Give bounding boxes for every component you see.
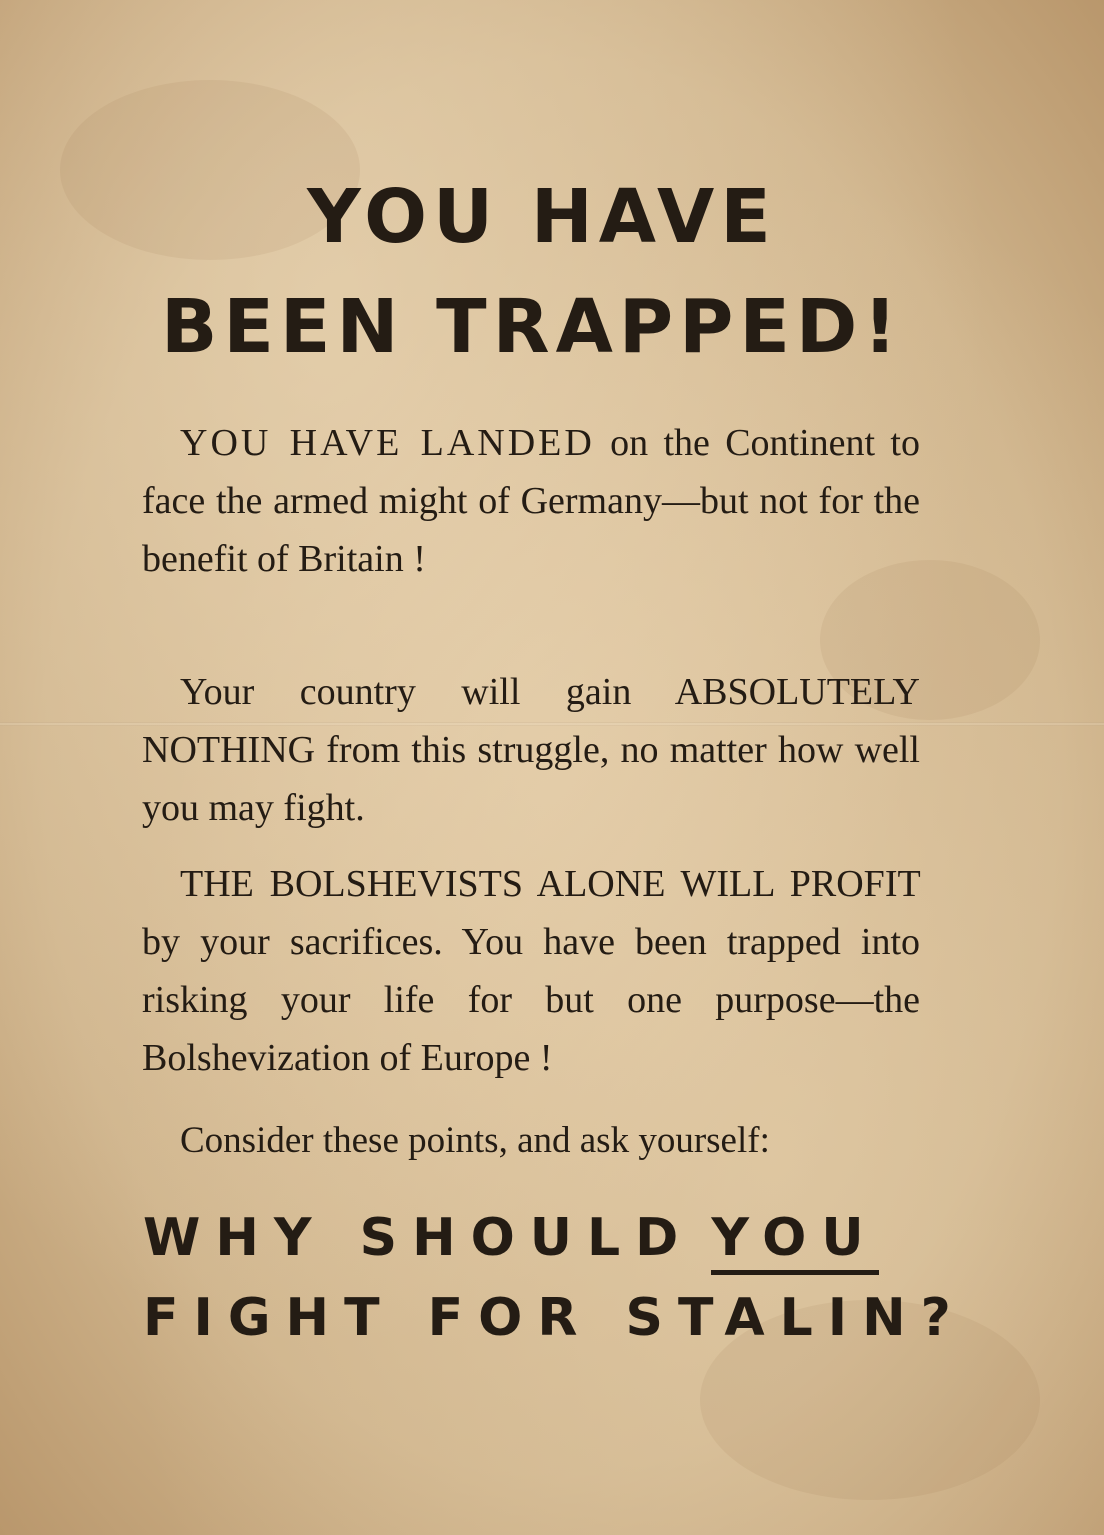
paragraph-bolshevists (142, 855, 920, 1087)
paragraph-gain-nothing (142, 663, 920, 837)
closing-line-1 (143, 1208, 933, 1275)
paragraph-landed (142, 414, 920, 588)
paragraph-lead: Your country will gain (180, 671, 675, 713)
paragraph-text: on the Continent to face the armed might of Germany—but not for the benefit of Britain ! (142, 422, 920, 580)
paragraph-emphasis: ABSOLUTELY NOTHING (142, 671, 920, 771)
headline-line-2: BEEN TRAPPED! (160, 284, 904, 370)
closing-line-2: FIGHT FOR STALIN? (143, 1288, 966, 1348)
paragraph-lead: THE BOLSHEVISTS ALONE WILL PROFIT (180, 863, 920, 905)
closing-prefix: WHY SHOULD (143, 1208, 694, 1268)
paragraph-text: from this struggle, no matter how well you may fight. (142, 729, 920, 829)
paragraph-text: by your sacrifices. You have been trapped into risking your life for but one purpose—the Bolshevization of Europe ! (142, 921, 920, 1079)
paragraph-lead: YOU HAVE LANDED (180, 422, 595, 464)
headline-line-1: YOU HAVE (307, 174, 777, 260)
closing-underlined-word: YOU (711, 1212, 878, 1275)
paragraph-consider: Consider these points, and ask yourself: (180, 1120, 770, 1161)
